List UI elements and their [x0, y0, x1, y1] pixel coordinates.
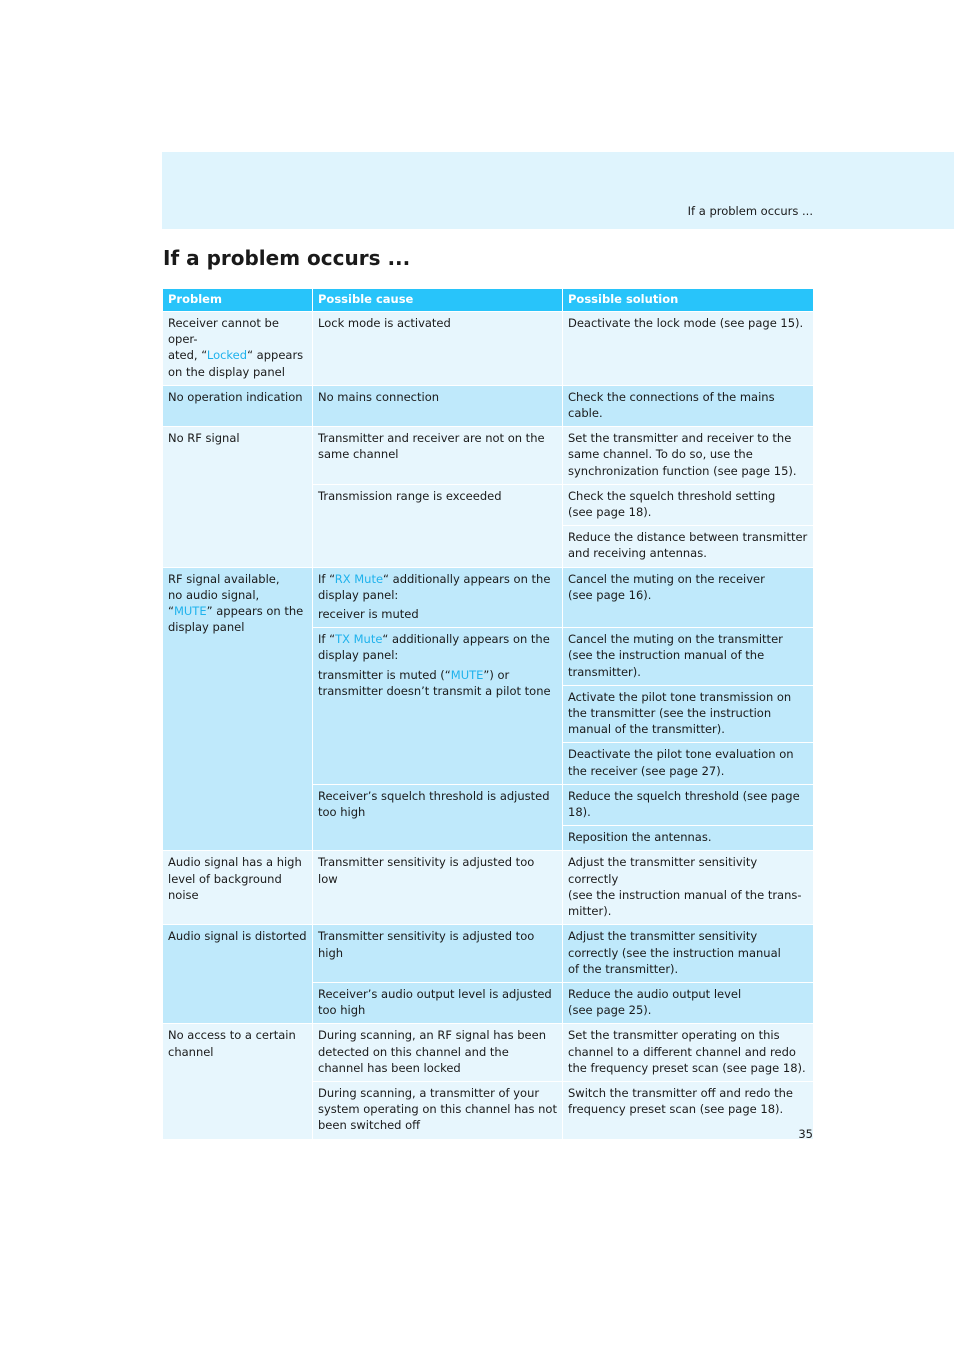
header-band [162, 152, 954, 229]
solution-cell: Cancel the muting on the transmitter (see the instruction manual of the transmitter). [563, 628, 814, 686]
cause-cell: Transmission range is exceeded [313, 484, 563, 567]
table-row [163, 925, 814, 983]
cause-cell: If “TX Mute“ additionally appears on the display panel: transmitter is muted (“MUTE”) or transmitter doesn’t transmit a pilot tone [313, 628, 563, 785]
solution-cell: Reposition the antennas. [563, 826, 814, 851]
cause-cell: Lock mode is activated [313, 312, 563, 386]
table-row [163, 1024, 814, 1082]
cause-cell: Transmitter and receiver are not on the same channel [313, 427, 563, 485]
cause-cell: Receiver’s squelch threshold is adjusted too high [313, 784, 563, 851]
solution-cell: Check the squelch threshold setting (see page 18). [563, 484, 814, 525]
solution-cell: Cancel the muting on the receiver (see page 16). [563, 567, 814, 628]
solution-cell: Check the connections of the mains cable. [563, 385, 814, 426]
problem-cell: No RF signal [163, 427, 313, 567]
locked-display-text: Locked [206, 348, 248, 363]
solution-cell: Adjust the transmitter sensitivity correctly (see the instruction manual of the trans- mitter). [563, 851, 814, 925]
solution-cell: Reduce the distance between transmitter and receiving antennas. [563, 526, 814, 567]
column-header-solution: Possible solution [563, 289, 814, 312]
table-row [163, 567, 814, 628]
rx-mute-display-text: RX Mute [334, 571, 384, 586]
solution-cell: Deactivate the pilot tone evaluation on the receiver (see page 27). [563, 743, 814, 784]
problem-cell: RF signal available, no audio signal, “MUTE” appears on the display panel [163, 567, 313, 851]
cause-cell: During scanning, a transmitter of your system operating on this channel has not been switched off [313, 1081, 563, 1139]
troubleshooting-table [162, 288, 814, 1140]
problem-cell: Audio signal has a high level of background noise [163, 851, 313, 925]
running-header: If a problem occurs ... [687, 204, 813, 218]
table-row [163, 312, 814, 386]
solution-cell: Reduce the audio output level (see page 25). [563, 982, 814, 1023]
table-row [163, 851, 814, 925]
column-header-cause: Possible cause [313, 289, 563, 312]
cause-cell: If “RX Mute“ additionally appears on the display panel: receiver is muted [313, 567, 563, 628]
mute-display-text: MUTE [450, 667, 484, 682]
solution-cell: Reduce the squelch threshold (see page 18). [563, 784, 814, 825]
solution-cell: Adjust the transmitter sensitivity correctly (see the instruction manual of the transmitter). [563, 925, 814, 983]
cause-cell: No mains connection [313, 385, 563, 426]
problem-cell: No operation indication [163, 385, 313, 426]
solution-cell: Activate the pilot tone transmission on the transmitter (see the instruction manual of the transmitter). [563, 685, 814, 743]
table-row [163, 385, 814, 426]
page-number: 35 [798, 1127, 813, 1141]
page-title: If a problem occurs ... [163, 246, 411, 270]
solution-cell: Deactivate the lock mode (see page 15). [563, 312, 814, 386]
problem-cell: Audio signal is distorted [163, 925, 313, 1024]
table-header-row [163, 289, 814, 312]
column-header-problem: Problem [163, 289, 313, 312]
solution-cell: Set the transmitter and receiver to the same channel. To do so, use the synchronization function (see page 15). [563, 427, 814, 485]
mute-display-text: MUTE [173, 604, 207, 619]
cause-cell: Receiver’s audio output level is adjusted too high [313, 982, 563, 1023]
solution-cell: Set the transmitter operating on this channel to a different channel and redo the frequency preset scan (see page 18). [563, 1024, 814, 1082]
tx-mute-display-text: TX Mute [335, 632, 383, 647]
cause-cell: Transmitter sensitivity is adjusted too high [313, 925, 563, 983]
solution-cell: Switch the transmitter off and redo the frequency preset scan (see page 18). [563, 1081, 814, 1139]
table-row [163, 427, 814, 485]
problem-cell: No access to a certain channel [163, 1024, 313, 1139]
cause-cell: Transmitter sensitivity is adjusted too low [313, 851, 563, 925]
cause-cell: During scanning, an RF signal has been detected on this channel and the channel has been locked [313, 1024, 563, 1082]
problem-cell: Receiver cannot be oper- ated, “Locked“ appears on the display panel [163, 312, 313, 386]
